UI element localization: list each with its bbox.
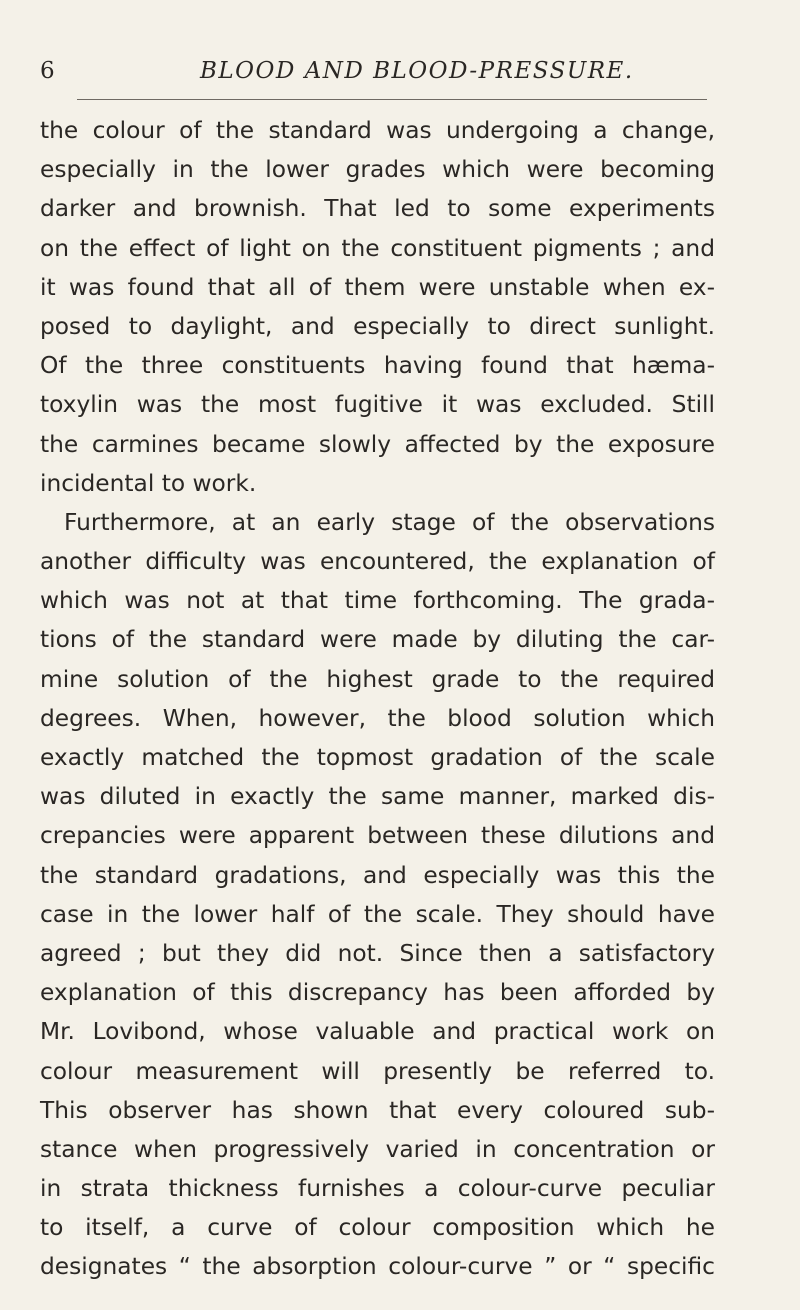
page-number: 6 (40, 58, 55, 84)
text-line: stance when progressively varied in concentration or (40, 1135, 715, 1163)
text-line: which was not at that time forthcoming. The grada- (40, 587, 715, 615)
text-line: the standard gradations, and especially was this the (40, 861, 715, 889)
text-line: in strata thickness furnishes a colour-curve peculiar (40, 1175, 715, 1203)
text-line: it was found that all of them were unstable when ex- (40, 273, 715, 301)
text-line: darker and brownish. That led to some experiments (40, 195, 715, 223)
text-line: another difficulty was encountered, the explanation of (40, 548, 715, 576)
text-line: Of the three constituents having found that hæma- (40, 352, 715, 380)
text-line: explanation of this discrepancy has been afforded by (40, 979, 715, 1007)
body-text (40, 111, 715, 1287)
text-line: agreed ; but they did not. Since then a satisfactory (40, 939, 715, 967)
text-line: the carmines became slowly affected by the exposure (40, 430, 715, 458)
text-line: toxylin was the most fugitive it was excluded. Still (40, 391, 715, 419)
text-line: crepancies were apparent between these dilutions and (40, 822, 715, 850)
text-line: case in the lower half of the scale. They should have (40, 900, 715, 928)
text-line: Mr. Lovibond, whose valuable and practical work on (40, 1018, 715, 1046)
text-line: degrees. When, however, the blood solution which (40, 704, 715, 732)
paragraph-start-line: Furthermore, at an early stage of the observations (64, 508, 715, 536)
text-line: tions of the standard were made by diluting the car- (40, 626, 715, 654)
text-line: the colour of the standard was undergoing a change, (40, 117, 715, 144)
text-line: especially in the lower grades which were becoming (40, 156, 715, 184)
text-line: This observer has shown that every coloured sub- (40, 1096, 715, 1124)
header-rule (77, 99, 707, 100)
text-line: exactly matched the topmost gradation of the scale (40, 744, 715, 771)
text-line: on the effect of light on the constituent pigments ; and (40, 234, 715, 262)
paragraph-end-line: incidental to work. (40, 469, 257, 497)
text-line: designates “ the absorption colour-curve ” or “ specific (40, 1253, 715, 1281)
running-title: BLOOD AND BLOOD-PRESSURE. (200, 58, 634, 84)
text-line: mine solution of the highest grade to the required (40, 665, 715, 693)
text-line: to itself, a curve of colour composition which he (40, 1214, 715, 1242)
text-line: colour measurement will presently be referred to. (40, 1057, 715, 1085)
text-line: posed to daylight, and especially to direct sunlight. (40, 312, 715, 340)
page-header (40, 58, 720, 98)
text-line: was diluted in exactly the same manner, marked dis- (40, 783, 715, 811)
